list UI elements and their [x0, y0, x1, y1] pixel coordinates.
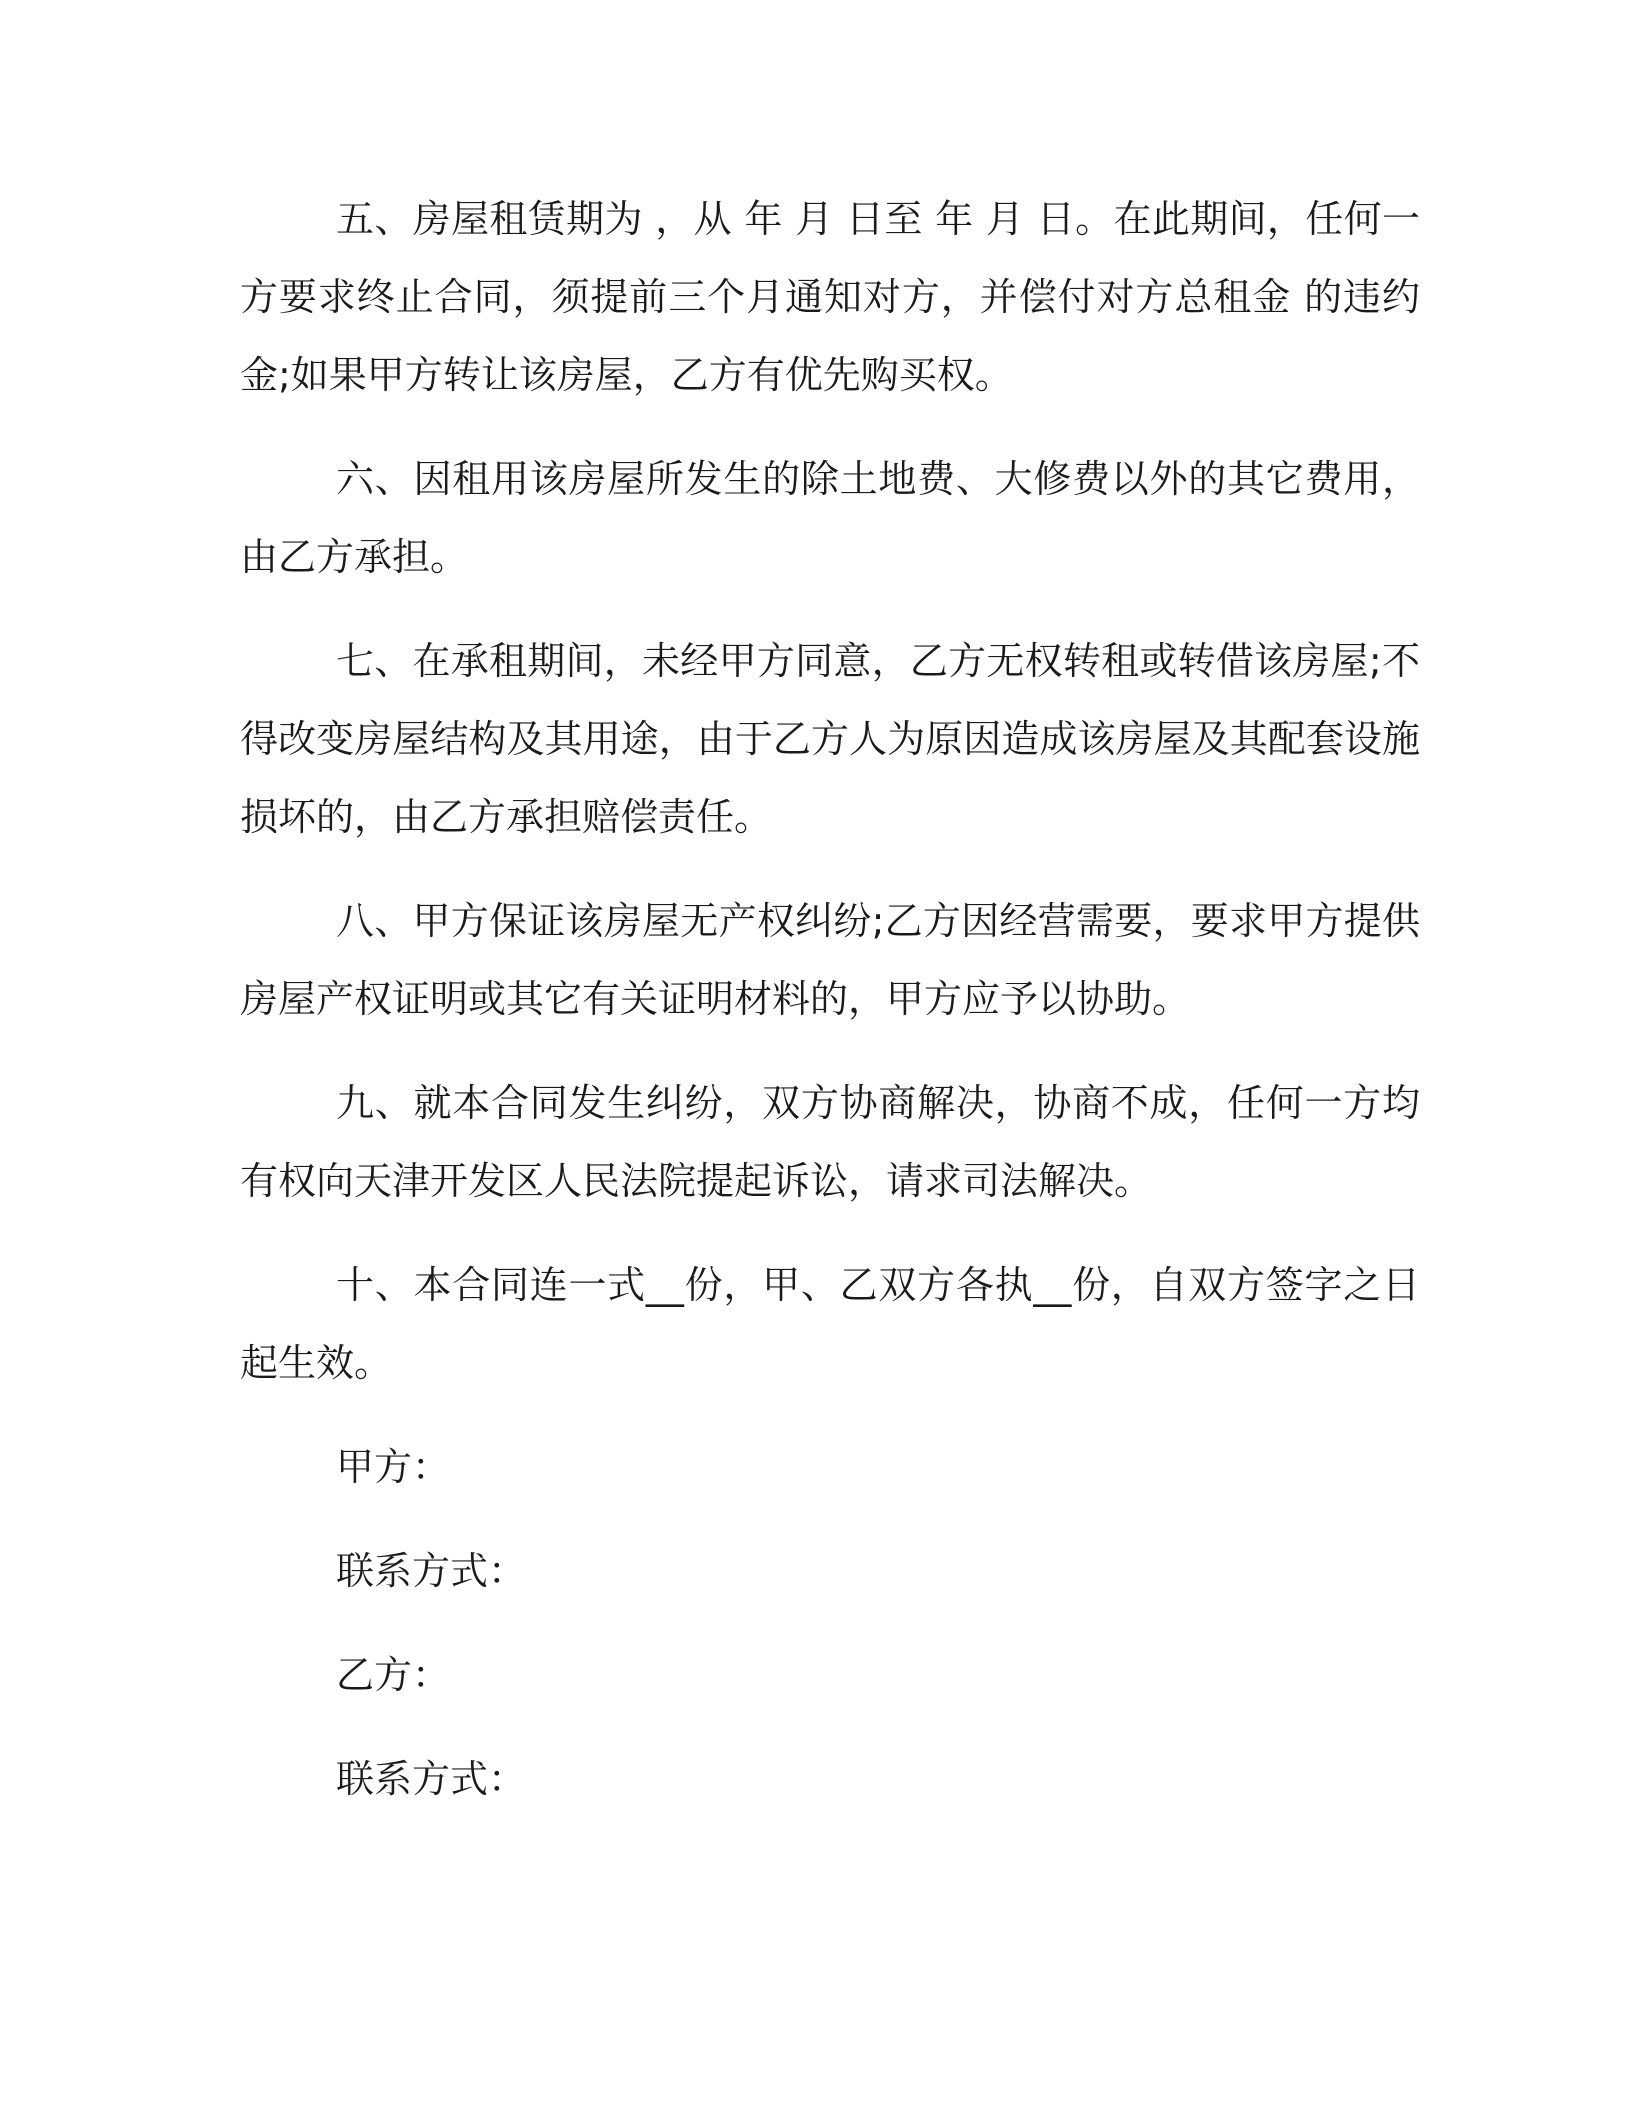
party-b-label: 乙方： — [336, 1653, 451, 1697]
clause-10: 十、本合同连一式__份，甲、乙双方各执__份，自双方签字之日起生效。 — [240, 1263, 1420, 1385]
party-a-label: 甲方： — [336, 1445, 451, 1489]
party-b-contact-label: 联系方式： — [336, 1757, 527, 1801]
clause-8: 八、甲方保证该房屋无产权纠纷;乙方因经营需要，要求甲方提供房屋产权证明或其它有关证明材料的，甲方应予以协助。 — [240, 899, 1420, 1021]
clause-9: 九、就本合同发生纠纷，双方协商解决，协商不成，任何一方均有权向天津开发区人民法院提起诉讼，请求司法解决。 — [240, 1081, 1420, 1203]
clause-5: 五、房屋租赁期为 ，从 年 月 日至 年 月 日。在此期间，任何一方要求终止合同，须提前三个月通知对方，并偿付对方总租金 的违约金;如果甲方转让该房屋，乙方有优先购买权。 — [240, 197, 1420, 397]
party-a-contact-label: 联系方式： — [336, 1549, 527, 1593]
contract-body — [240, 180, 1420, 1844]
clause-7: 七、在承租期间，未经甲方同意，乙方无权转租或转借该房屋;不得改变房屋结构及其用途，由于乙方人为原因造成该房屋及其配套设施损坏的，由乙方承担赔偿责任。 — [240, 639, 1420, 839]
clause-6: 六、因租用该房屋所发生的除土地费、大修费以外的其它费用，由乙方承担。 — [240, 457, 1420, 579]
